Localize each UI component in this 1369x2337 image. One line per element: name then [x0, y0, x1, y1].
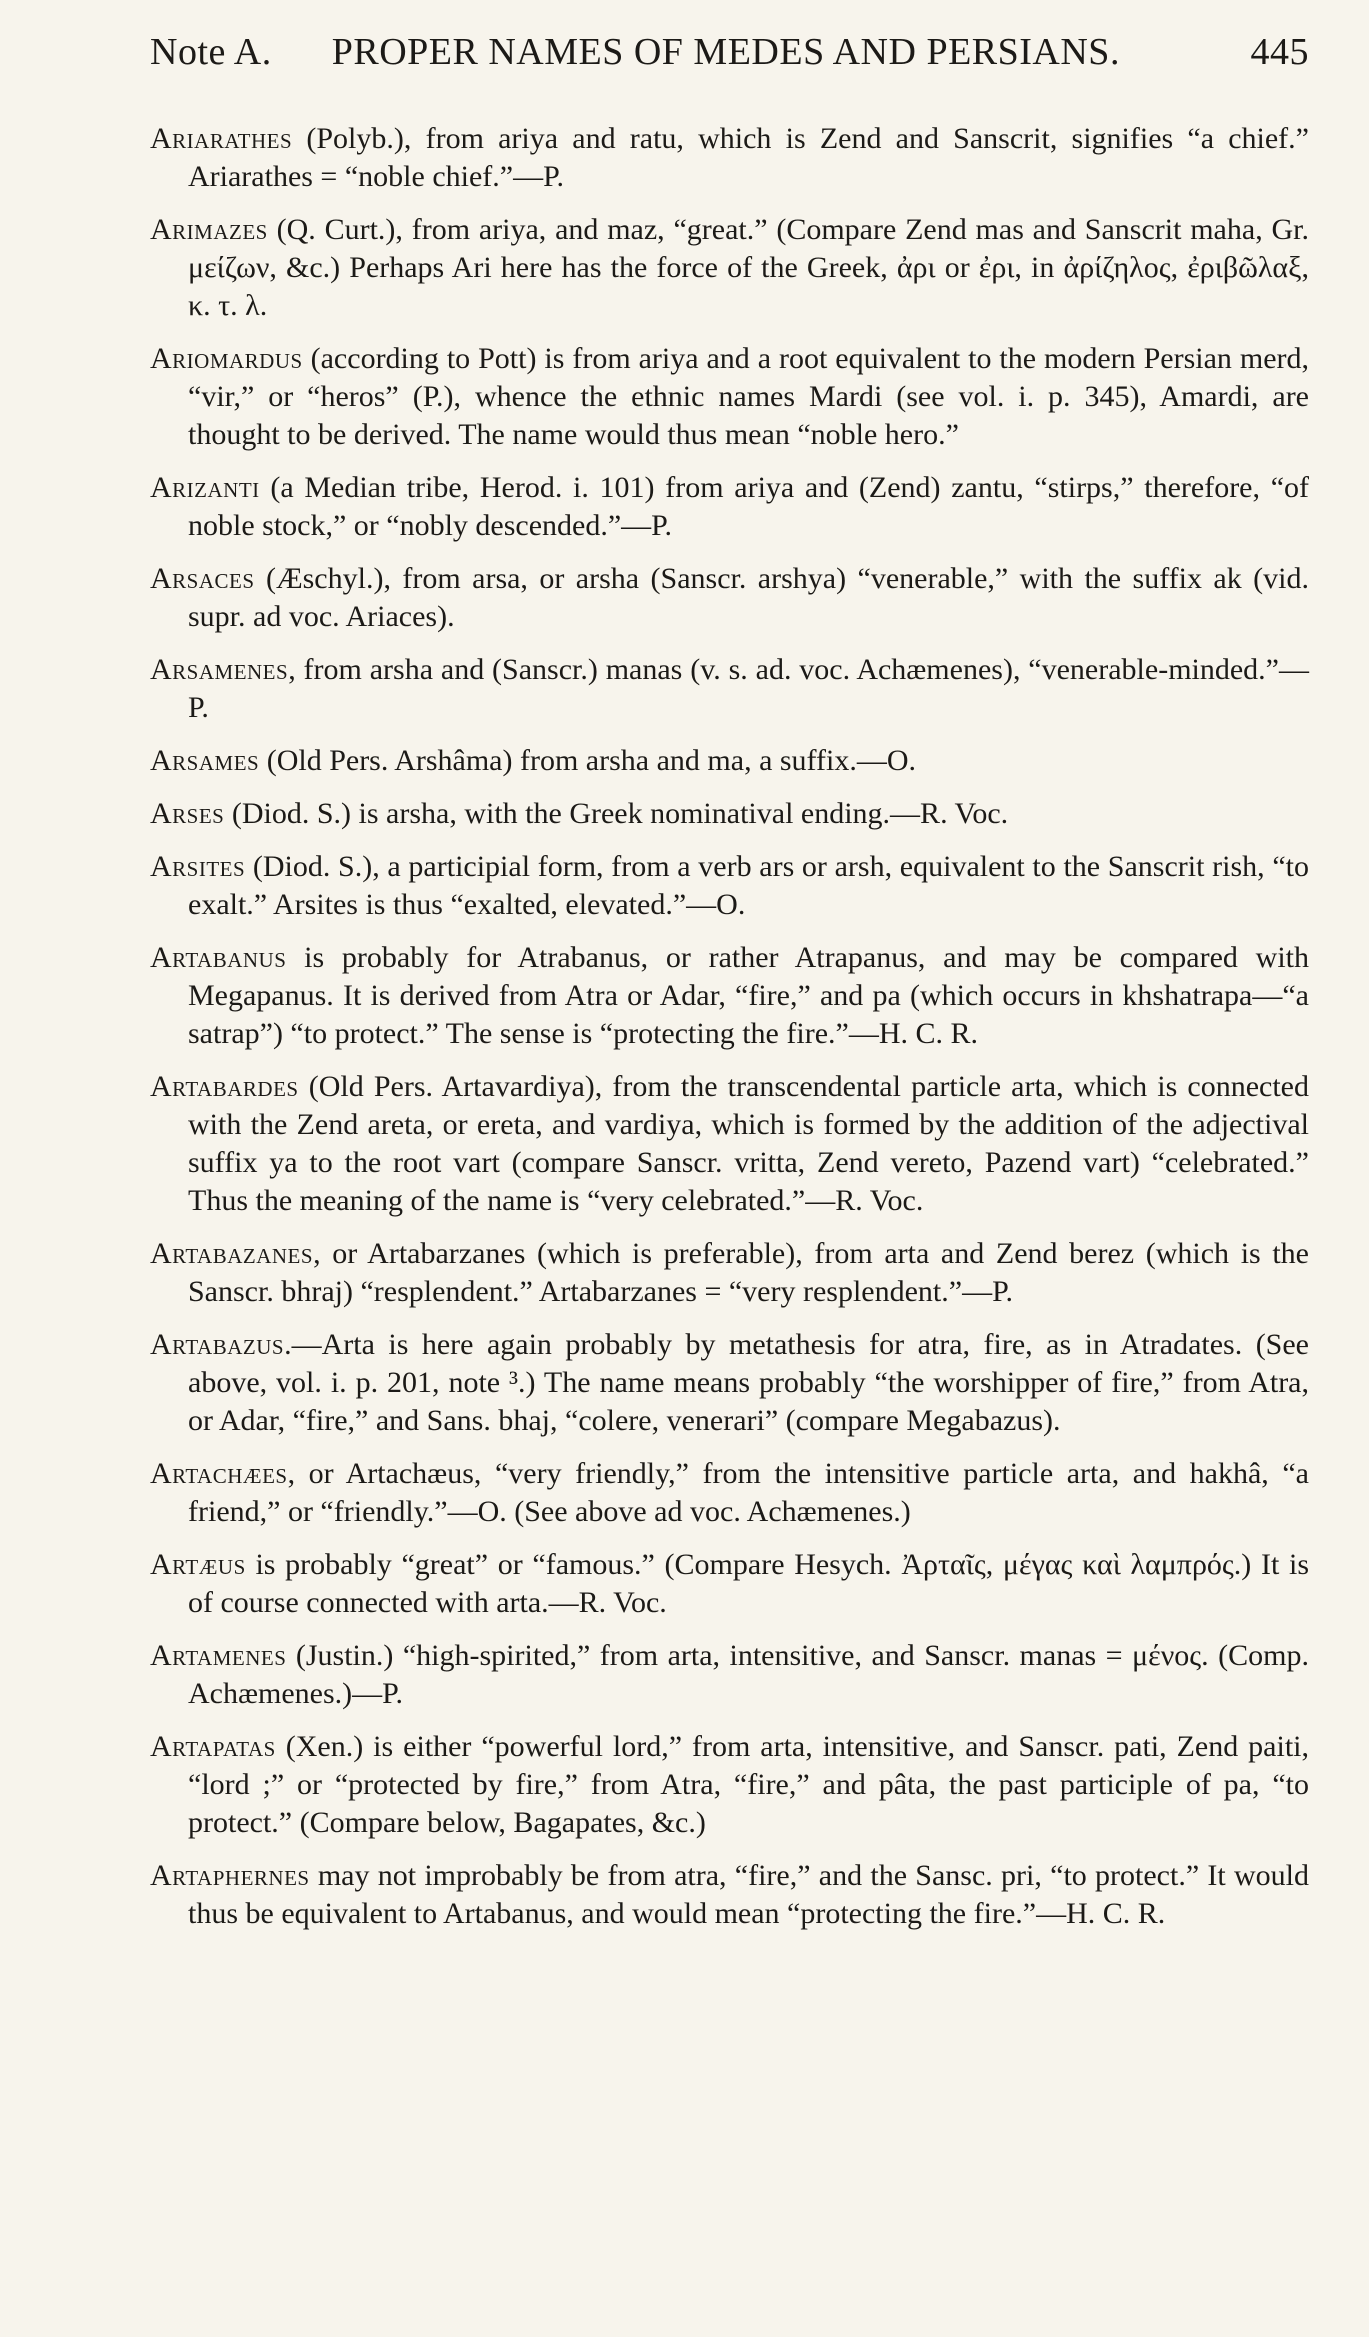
entry-headword: Arses — [150, 797, 225, 830]
entry-text: , or Artabarzanes (which is preferable), from arta and Zend berez (which is the Sanscr. bhraj) “resplendent.” Artabarzanes = “very resplendent.”—P. — [188, 1237, 1309, 1308]
entry-text: (Polyb.), from ariya and ratu, which is Zend and Sanscrit, signifies “a chief.” Ariarathes = “noble chief.”—P. — [188, 122, 1309, 193]
entry-headword: Arsames — [150, 744, 260, 777]
entry — [150, 211, 1329, 325]
entry — [150, 469, 1329, 545]
entry-text: is probably for Atrabanus, or rather Atrapanus, and may be compared with Megapanus. It is derived from Atra or Adar, “fire,” and pa (which occurs in khshatrapa—“a satrap”) “to protect.” The sense is “protecting the fire.”—H. C. R. — [188, 941, 1309, 1050]
entry-text: (Xen.) is either “powerful lord,” from arta, intensitive, and Sanscr. pati, Zend paiti, “lord ;” or “protected by fire,” from Atra, “fire,” and pâta, the past participle of pa, “to protect.” (Compare below, Bagapates, &c.) — [188, 1730, 1309, 1839]
entry-headword: Artabazanes — [150, 1237, 314, 1270]
entry-headword: Arsites — [150, 850, 246, 883]
entry-text: .—Arta is here again probably by metathesis for atra, fire, as in Atradates. (See above, vol. i. p. 201, note ³.) The name means probably “the worshipper of fire,” from Atra, or Adar, “fire,” and Sans. bhaj, “colere, venerari” (compare Megabazus). — [188, 1328, 1309, 1437]
header-left — [150, 30, 1120, 74]
entry-headword: Ariarathes — [150, 122, 293, 155]
entry-headword: Artabardes — [150, 1070, 299, 1103]
entry — [150, 795, 1329, 833]
entry — [150, 1235, 1329, 1311]
header-title: PROPER NAMES OF MEDES AND PERSIANS. — [331, 31, 1120, 73]
entry-headword: Ariomardus — [150, 342, 303, 375]
entry-headword: Artabanus — [150, 941, 287, 974]
entry-text: may not improbably be from atra, “fire,” and the Sansc. pri, “to protect.” It would thus be equivalent to Artabanus, and would mean “protecting the fire.”—H. C. R. — [188, 1859, 1309, 1930]
header-section: Note A. — [150, 31, 272, 73]
entry — [150, 651, 1329, 727]
entry — [150, 1068, 1329, 1220]
entry-headword: Arizanti — [150, 471, 260, 504]
entry-headword: Artamenes — [150, 1639, 287, 1672]
entry — [150, 1546, 1329, 1622]
entry — [150, 1326, 1329, 1440]
entry-headword: Artæus — [150, 1548, 246, 1581]
entry-list — [150, 120, 1329, 1933]
entry-headword: Artaphernes — [150, 1859, 310, 1892]
entry-text: , from arsha and (Sanscr.) manas (v. s. ad. voc. Achæmenes), “venerable-minded.”—P. — [188, 653, 1309, 724]
entry-text: (Justin.) “high-spirited,” from arta, intensitive, and Sanscr. manas = μένος. (Comp. Achæmenes.)—P. — [188, 1639, 1309, 1710]
entry — [150, 340, 1329, 454]
entry-headword: Arsamenes — [150, 653, 289, 686]
entry-text: , or Artachæus, “very friendly,” from the intensitive particle arta, and hakhâ, “a friend,” or “friendly.”—O. (See above ad voc. Achæmenes.) — [188, 1457, 1309, 1528]
entry-text: (Q. Curt.), from ariya, and maz, “great.” (Compare Zend mas and Sanscrit maha, Gr. μείζων, &c.) Perhaps Ari here has the force of the Greek, ἀρι or ἐρι, in ἀρίζηλος, ἐριβῶλαξ, κ. τ. λ. — [188, 213, 1309, 322]
entry-text: is probably “great” or “famous.” (Compare Hesych. Ἀρταῖς, μέγας καὶ λαμπρός.) It is of course connected with arta.—R. Voc. — [188, 1548, 1309, 1619]
entry — [150, 1857, 1329, 1933]
entry — [150, 120, 1329, 196]
page-number: 445 — [1250, 31, 1309, 73]
entry-text: (Diod. S.), a participial form, from a verb ars or arsh, equivalent to the Sanscrit rish, “to exalt.” Arsites is thus “exalted, elevated.”—O. — [188, 850, 1309, 921]
entry-text: (a Median tribe, Herod. i. 101) from ariya and (Zend) zantu, “stirps,” therefore, “of noble stock,” or “nobly descended.”—P. — [188, 471, 1309, 542]
entry — [150, 848, 1329, 924]
entry-headword: Artachæes — [150, 1457, 288, 1490]
entry-text: (Old Pers. Arshâma) from arsha and ma, a suffix.—O. — [259, 744, 916, 777]
entry — [150, 1728, 1329, 1842]
entry — [150, 1637, 1329, 1713]
entry-text: (Diod. S.) is arsha, with the Greek nominatival ending.—R. Voc. — [224, 797, 1009, 830]
entry — [150, 1455, 1329, 1531]
entry — [150, 939, 1329, 1053]
entry-headword: Artapatas — [150, 1730, 276, 1763]
entry-headword: Arsaces — [150, 562, 255, 595]
entry-text: (Æschyl.), from arsa, or arsha (Sanscr. arshya) “venerable,” with the suffix ak (vid. supr. ad voc. Ariaces). — [188, 562, 1309, 633]
entry-text: (Old Pers. Artavardiya), from the transcendental particle arta, which is connected with the Zend areta, or ereta, and vardiya, which is formed by the addition of the adjectival suffix ya to the root vart (compare Sanscr. vritta, Zend vereto, Pazend vart) “celebrated.” Thus the meaning of the name is “very celebrated.”—R. Voc. — [188, 1070, 1309, 1217]
entry-text: (according to Pott) is from ariya and a root equivalent to the modern Persian merd, “vir,” or “heros” (P.), whence the ethnic names Mardi (see vol. i. p. 345), Amardi, are thought to be derived. The name would thus mean “noble hero.” — [188, 342, 1309, 451]
entry — [150, 560, 1329, 636]
entry-headword: Arimazes — [150, 213, 268, 246]
running-header — [150, 30, 1329, 74]
entry — [150, 742, 1329, 780]
entry-headword: Artabazus — [150, 1328, 285, 1361]
